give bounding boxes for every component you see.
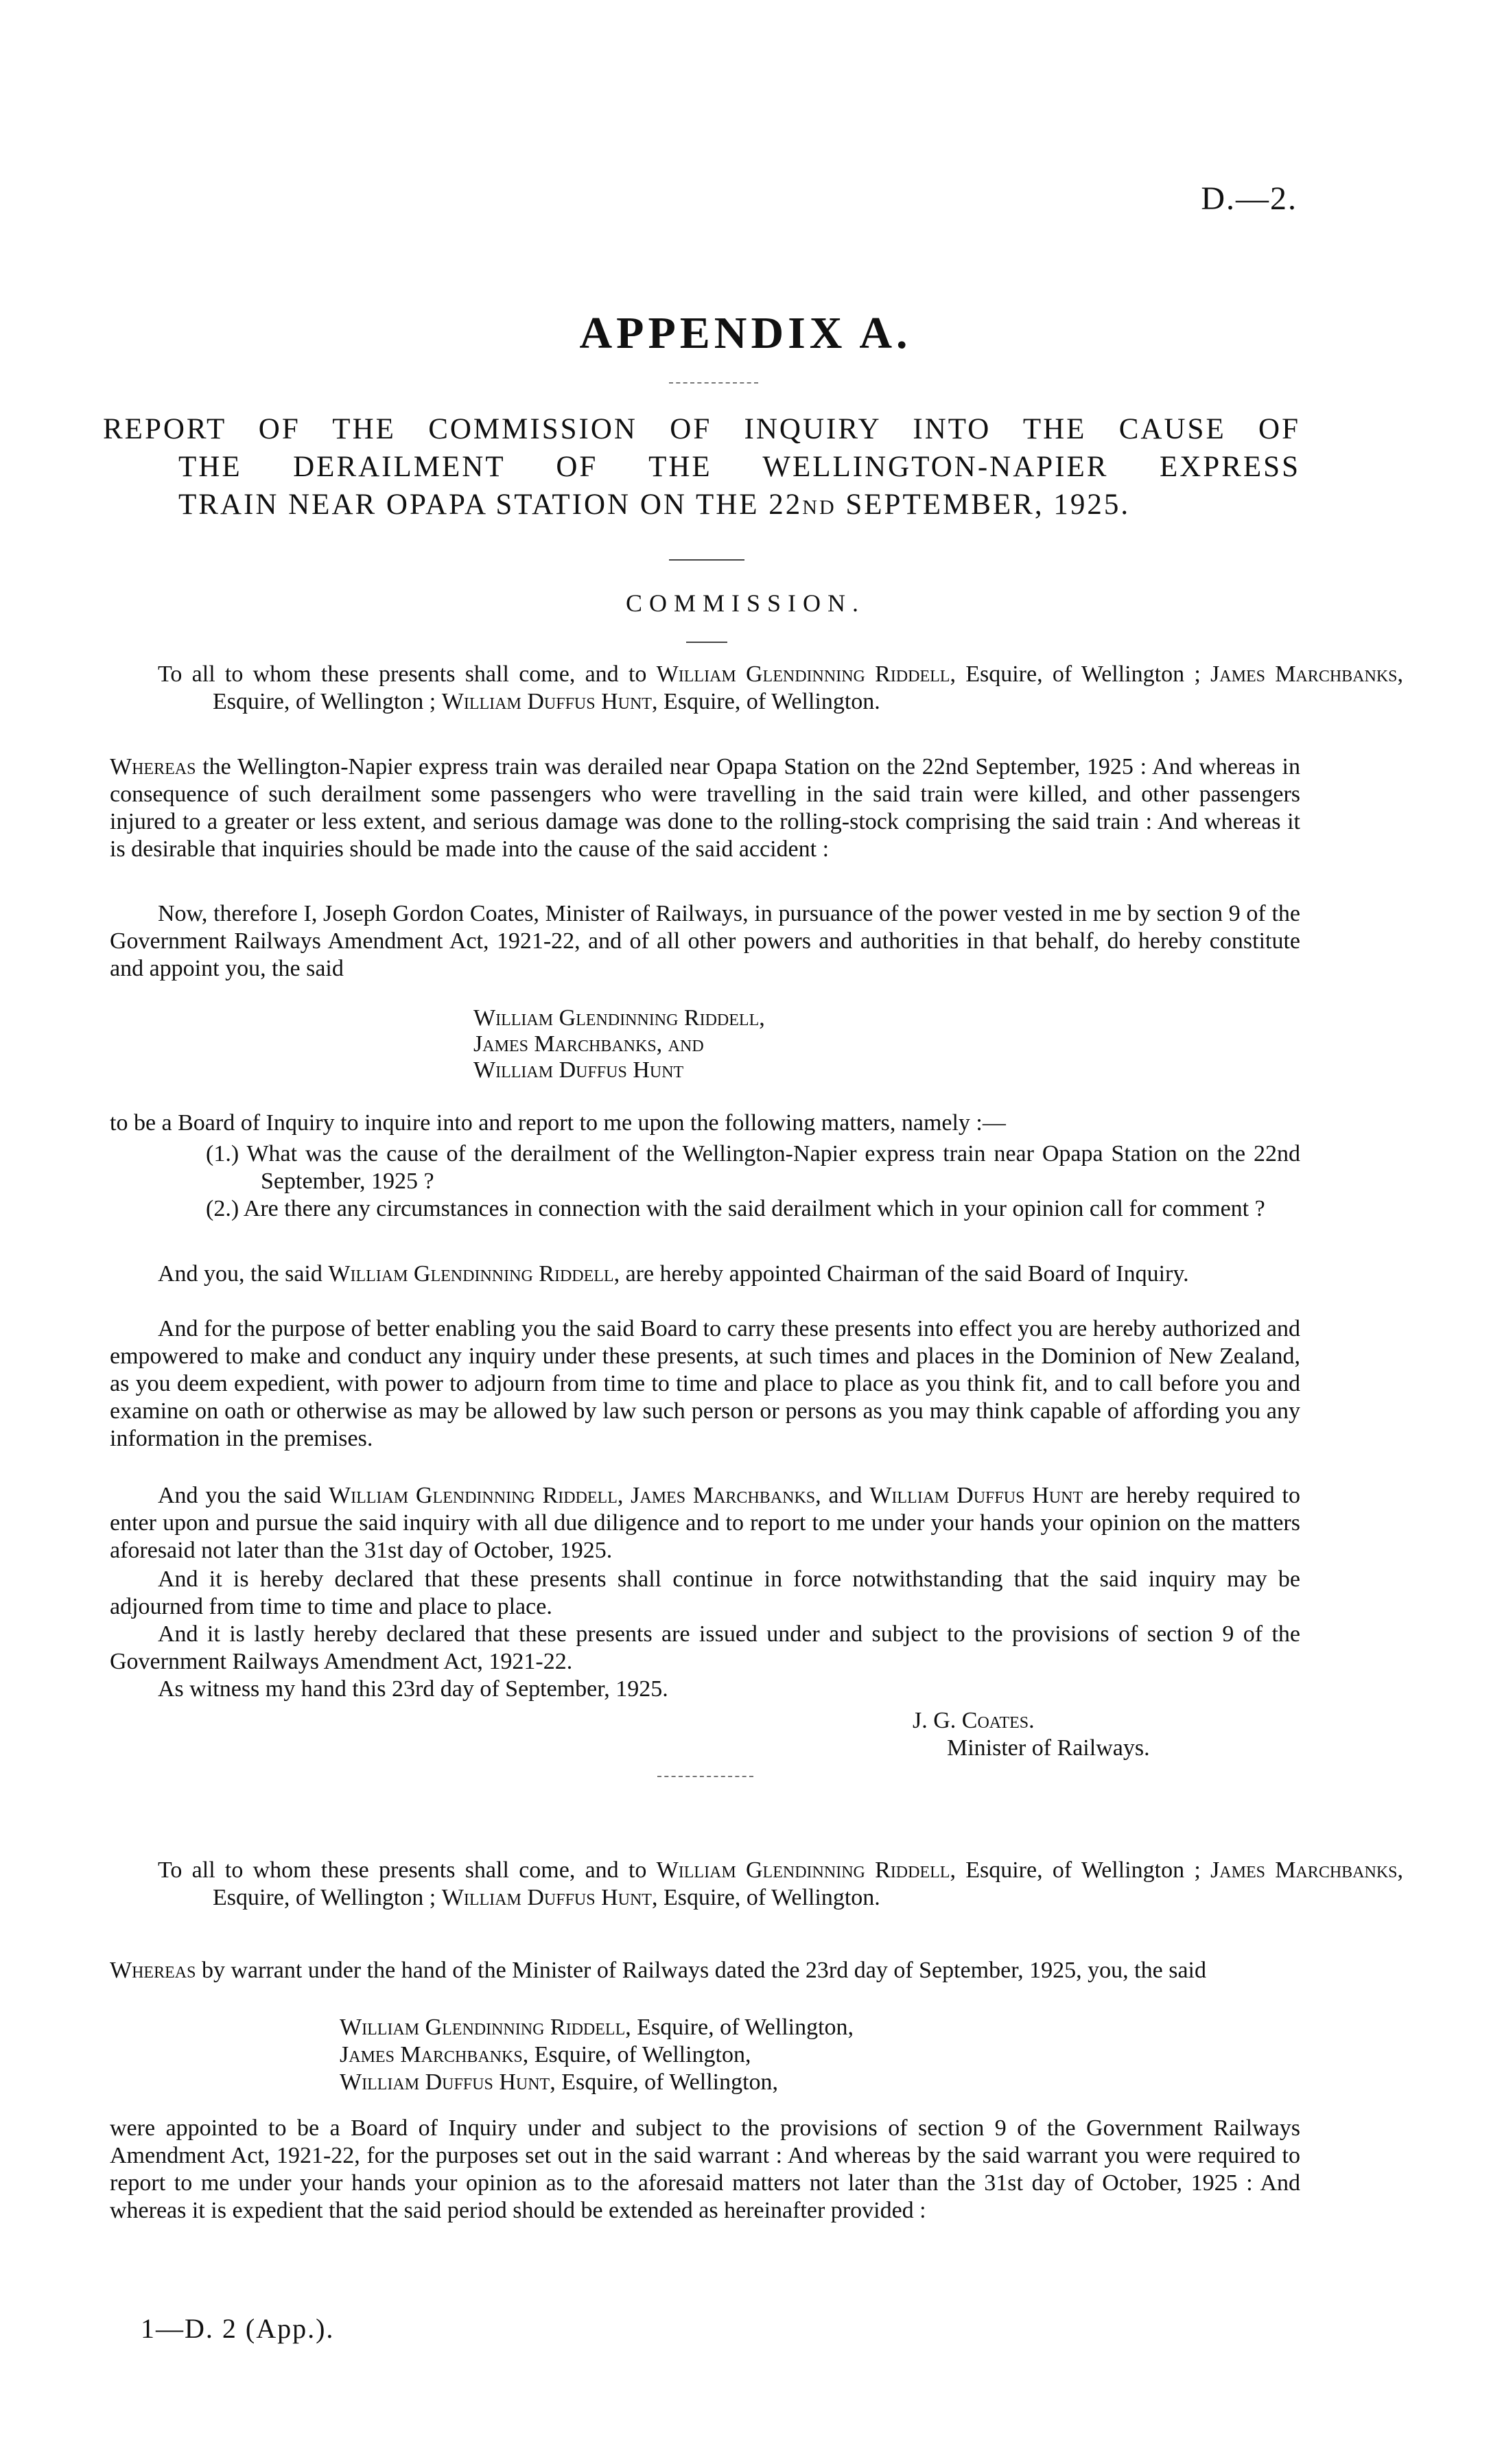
heading-line-3-sup: ND <box>802 496 836 519</box>
appointee: William Duffus Hunt <box>473 1057 684 1083</box>
commission-address <box>110 661 1403 716</box>
second-address <box>110 1857 1403 1912</box>
text: , Esquire, of Wellington. <box>651 1885 880 1910</box>
now-therefore-paragraph: Now, therefore I, Joseph Gordon Coates, Minister of Railways, in pursuance of the power vested in me by section 9 of the Government Railways Amendment Act, 1921-22, and of all other powers and authorities in that behalf, do hereby constitute and appoint you, the said <box>110 901 1300 981</box>
page-reference: D.—2. <box>1201 180 1298 217</box>
item-text: Are there any circumstances in connection with the said derailment which in your opinion call for comment ? <box>243 1196 1265 1221</box>
person-name: William Duffus Hunt <box>441 689 652 714</box>
item-number: (2.) <box>206 1196 239 1221</box>
name-line <box>340 2014 854 2041</box>
text: the Wellington-Napier express train was derailed near Opapa Station on the 22nd September, 1925 : And whereas in consequence of such derailment some passengers who were travelling in the said train were killed, and other passengers injured to a greater or less extent, and serious damage was done to the rolling-stock comprising the said train : And whereas it is desirable that inquiries should be made into the cause of the said accident : <box>110 754 1300 862</box>
text: , Esquire, of Wellington, <box>550 2069 779 2095</box>
text: To all to whom these presents shall come, and to <box>158 661 657 687</box>
text: , Esquire, of Wellington. <box>651 689 880 714</box>
person-name: William Glendinning Riddell <box>328 1261 614 1287</box>
text: , <box>617 1483 631 1508</box>
heading-line-3 <box>178 486 1300 526</box>
text: , Esquire, of Wellington, <box>522 2042 751 2067</box>
witness-paragraph: As witness my hand this 23rd day of September, 1925. <box>158 1676 668 1702</box>
appointee: William Glendinning Riddell, <box>473 1005 765 1031</box>
text: , Esquire, of Wellington ; <box>950 661 1211 687</box>
appointee: James Marchbanks, and <box>473 1031 704 1057</box>
second-whereas-paragraph <box>110 1957 1300 1984</box>
person-name: William Glendinning Riddell <box>656 661 950 687</box>
whereas-lead: Whereas <box>110 1958 196 1983</box>
text: , Esquire, of Wellington, <box>625 2015 854 2040</box>
continue-paragraph: And it is hereby declared that these presents shall continue in force notwithstanding that the said inquiry may be adjourned from time to time and place to place. <box>110 1567 1300 1619</box>
appendix-title: APPENDIX A. <box>579 308 912 358</box>
item-text: What was the cause of the derailment of the Wellington-Napier express train near Opapa Station on the 22nd September, 1925 ? <box>246 1141 1300 1194</box>
person-name: James Marchbanks <box>631 1483 816 1508</box>
text: , Esquire, of Wellington ; <box>950 1857 1211 1883</box>
signature-title: Minister of Railways. <box>947 1735 1150 1761</box>
person-name: James Marchbanks <box>340 2042 523 2067</box>
name-line <box>340 2069 854 2096</box>
inquiry-item-2 <box>206 1195 1300 1223</box>
inquiry-item-1 <box>206 1140 1300 1195</box>
second-names-list <box>340 2014 854 2096</box>
person-name: William Glendinning Riddell <box>340 2015 626 2040</box>
person-name: James Marchbanks <box>1210 1857 1398 1883</box>
report-heading <box>103 410 1300 526</box>
text: , and <box>815 1483 870 1508</box>
heading-line-3-a: TRAIN NEAR OPAPA STATION ON THE 22 <box>178 489 803 521</box>
divider <box>686 642 727 643</box>
whereas-lead: Whereas <box>110 754 196 779</box>
divider <box>669 559 744 561</box>
signature-name: J. G. Coates. <box>913 1708 1035 1733</box>
text: , Esquire, of Wellington ; <box>213 661 1404 714</box>
board-paragraph: to be a Board of Inquiry to inquire into and report to me upon the following matters, namely :— <box>110 1110 1006 1136</box>
lastly-paragraph: And it is lastly hereby declared that these presents are issued under and subject to the provisions of section 9 of the Government Railways Amendment Act, 1921-22. <box>110 1621 1300 1674</box>
item-number: (1.) <box>206 1141 239 1166</box>
person-name: William Duffus Hunt <box>340 2069 550 2095</box>
heading-line-3-b: SEPTEMBER, 1925. <box>836 489 1131 521</box>
heading-line-1: REPORT OF THE COMMISSION OF INQUIRY INTO THE CAUSE OF <box>103 413 1300 445</box>
whereas-paragraph <box>110 753 1300 863</box>
text: , are hereby appointed Chairman of the said Board of Inquiry. <box>613 1261 1189 1287</box>
text: , Esquire, of Wellington ; <box>213 1857 1404 1910</box>
person-name: James Marchbanks <box>1210 661 1398 687</box>
text: To all to whom these presents shall come, and to <box>158 1857 657 1883</box>
purpose-paragraph: And for the purpose of better enabling you the said Board to carry these presents into effect you are hereby authorized and empowered to make and conduct any inquiry under these presents, at such times and places in the Dominion of New Zealand, as you deem expedient, with power to adjourn from time to time and place to place as you think fit, and to call before you and examine on oath or otherwise as may be allowed by law such person or persons as you may think capable of affording you any information in the premises. <box>110 1316 1300 1451</box>
text: by warrant under the hand of the Minister of Railways dated the 23rd day of September, 1925, you, the said <box>196 1958 1206 1983</box>
person-name: William Glendinning Riddell <box>656 1857 950 1883</box>
page-footer: 1—D. 2 (App.). <box>141 2313 335 2344</box>
divider <box>669 382 758 384</box>
heading-line-2: THE DERAILMENT OF THE WELLINGTON-NAPIER EXPRESS <box>178 451 1300 483</box>
report-paragraph <box>110 1482 1300 1564</box>
commission-title: COMMISSION. <box>625 589 866 617</box>
divider <box>657 1776 753 1777</box>
text: And you the said <box>158 1483 329 1508</box>
text: And you, the said <box>158 1261 329 1287</box>
were-appointed-paragraph: were appointed to be a Board of Inquiry under and subject to the provisions of section 9 of the Government Railways Amendment Act, 1921-22, for the purposes set out in the said warrant : And whereas by the said warrant you were required to report to me under your hands your opinion as to the aforesaid matters not later than the 31st day of October, 1925 : And whereas it is expedient that the said period should be extended as hereinafter provided : <box>110 2115 1300 2223</box>
name-line <box>340 2041 854 2069</box>
appointees-list <box>473 1005 765 1083</box>
signature-block <box>913 1707 1150 1762</box>
person-name: William Glendinning Riddell <box>329 1483 618 1508</box>
chairman-paragraph <box>110 1260 1300 1288</box>
person-name: William Duffus Hunt <box>441 1885 652 1910</box>
text: are hereby required to enter upon and pursue the said inquiry with all due diligence and to report to me under your hands your opinion on the matters aforesaid not later than the 31st day of October, 1925. <box>110 1483 1301 1563</box>
person-name: William Duffus Hunt <box>869 1483 1083 1508</box>
